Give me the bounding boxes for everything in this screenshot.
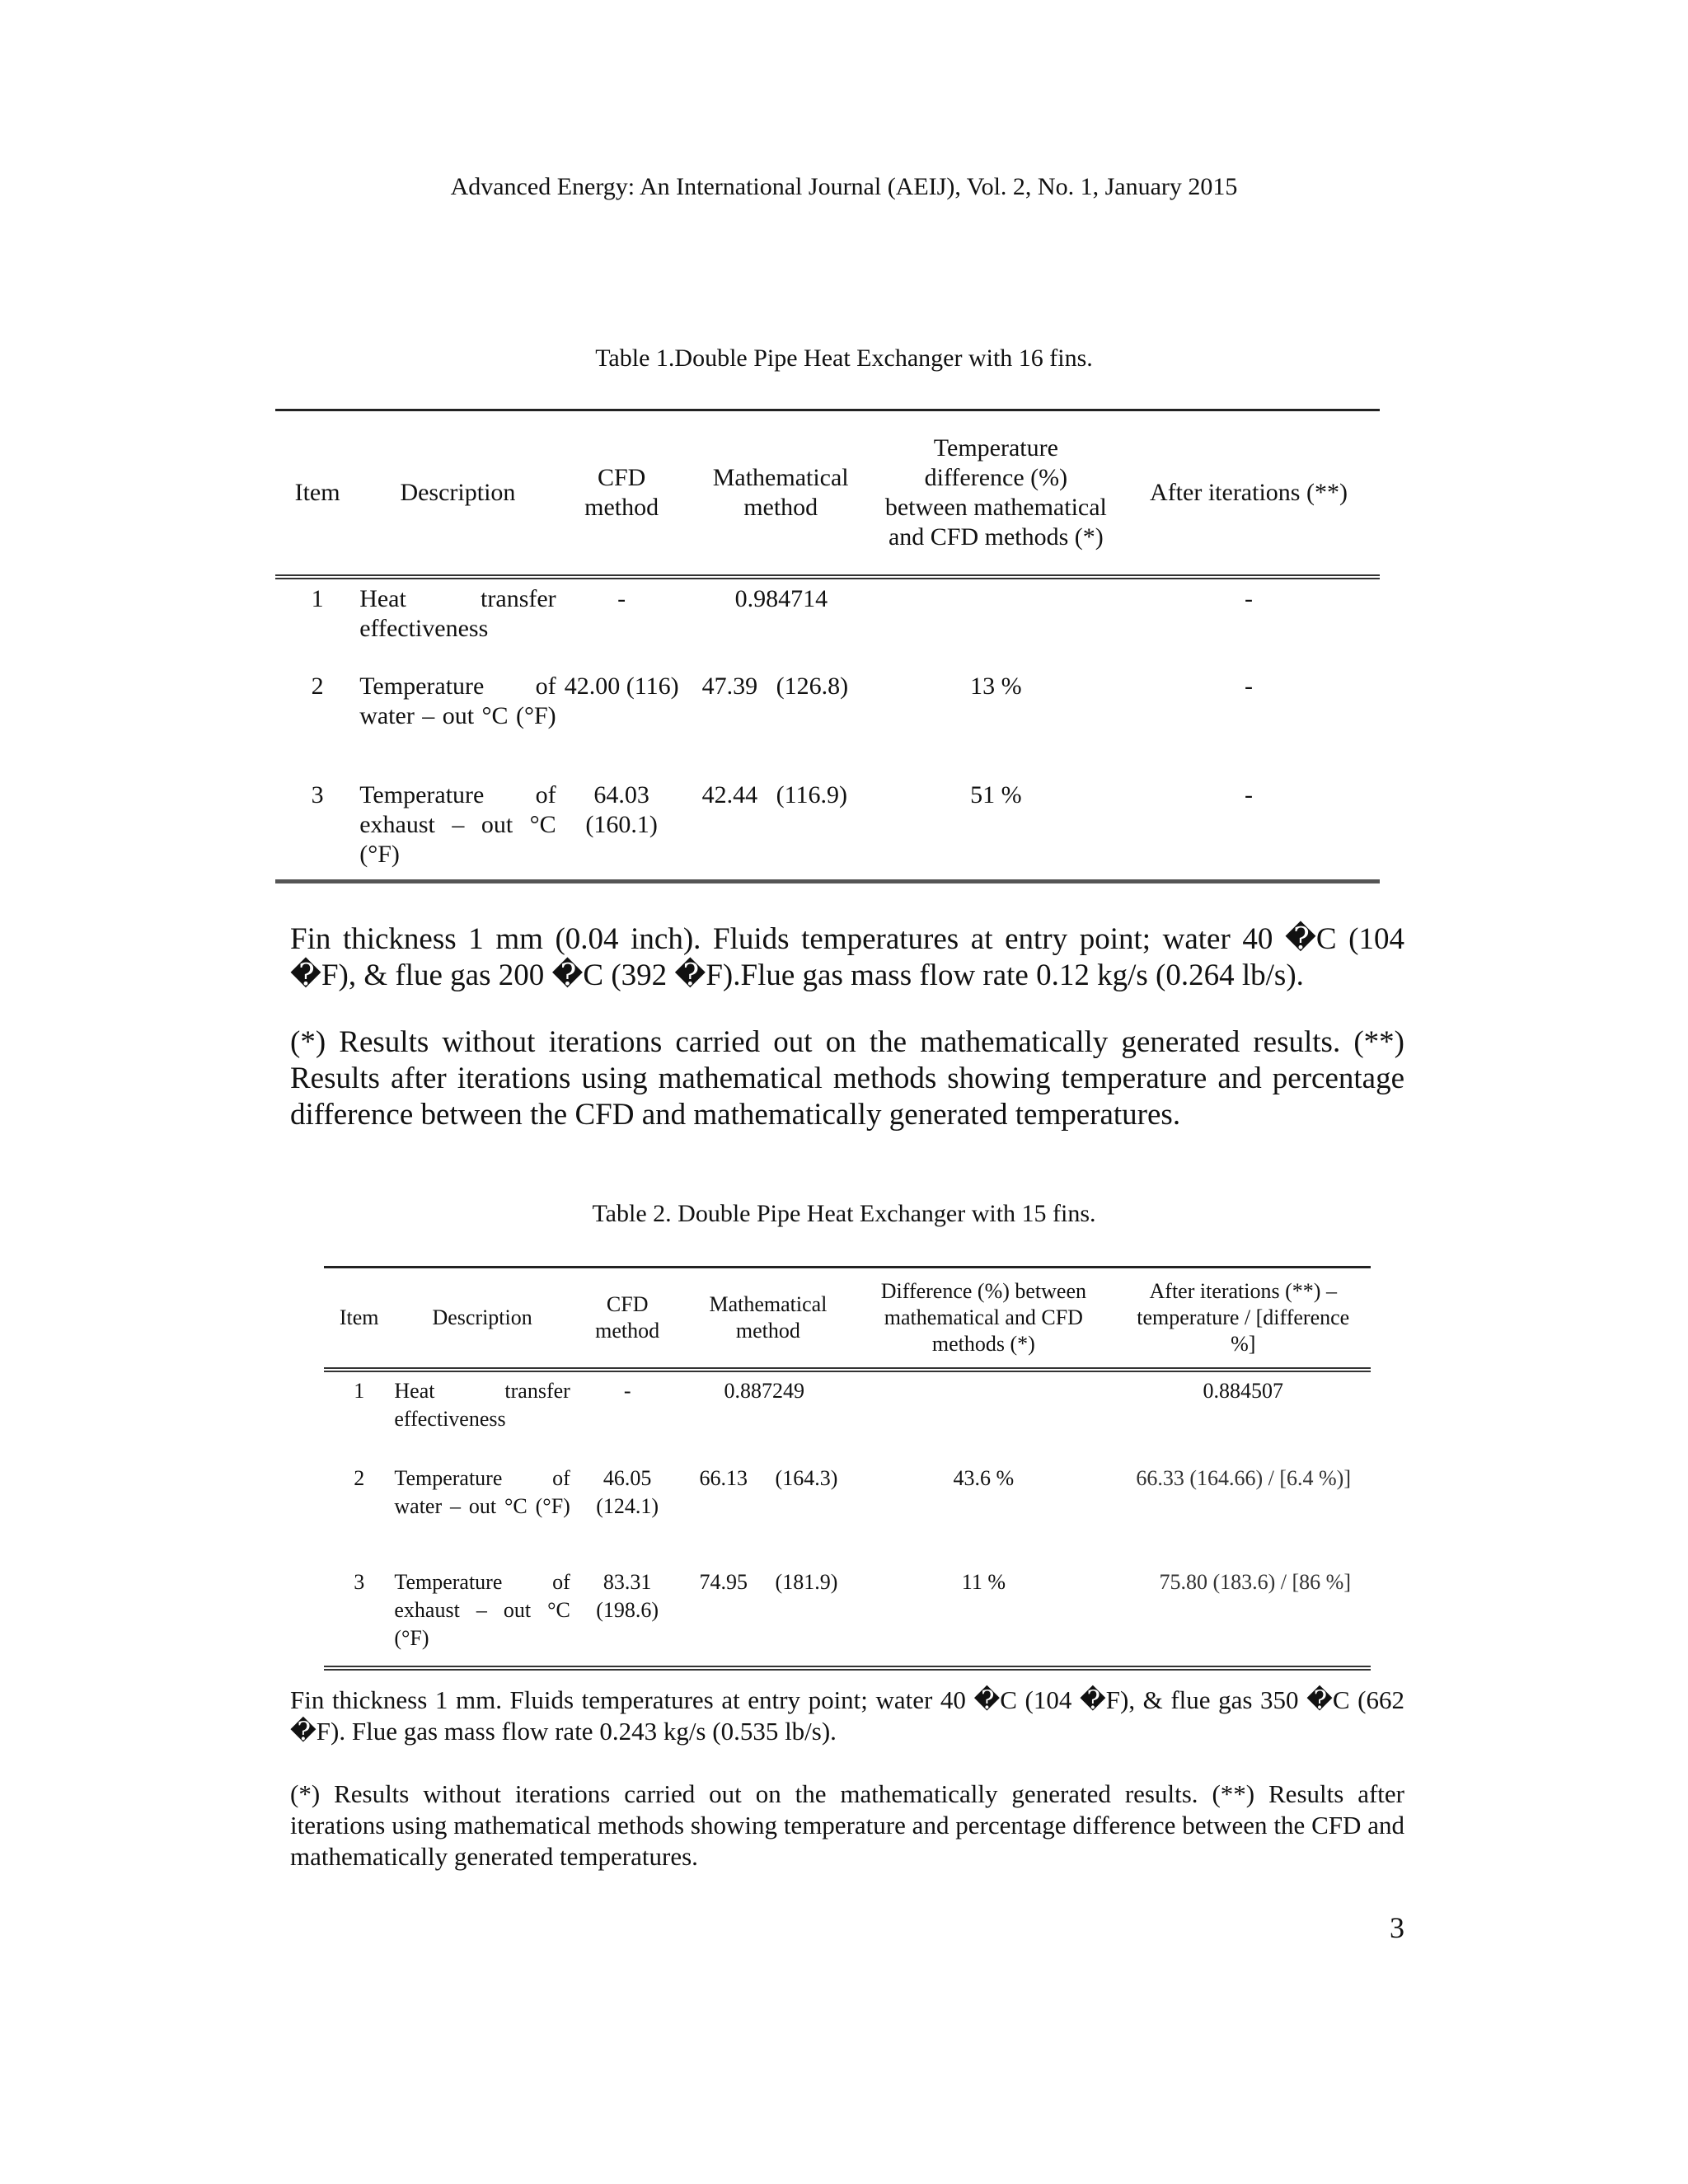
table1-caption: Table 1.Double Pipe Heat Exchanger with 16 fins. <box>595 344 1093 372</box>
math-cell <box>687 776 874 882</box>
diff-cell: 11 % <box>961 1570 1006 1594</box>
table2-note-conditions: Fin thickness 1 mm. Fluids temperatures at entry point; water 40 �C (104 �F), & flue gas 350 �C (662 �F). Flue gas mass flow rate 0.243 kg/s (0.535 lb/s). <box>290 1685 1404 1746</box>
after-cell: - <box>1245 673 1253 700</box>
math-value-f: (116.9) <box>776 781 848 808</box>
after-cell: 75.80 (183.6) / [86 %] <box>1159 1570 1351 1594</box>
table2-caption: Table 2. Double Pipe Heat Exchanger with 15 fins. <box>592 1200 1096 1227</box>
diff-cell: 51 % <box>970 781 1022 808</box>
after-cell: 66.33 (164.66) / [6.4 %)] <box>1136 1466 1351 1490</box>
table2-header-cfd: CFD method <box>595 1292 660 1343</box>
table-row <box>324 1460 1371 1563</box>
math-value-f: (181.9) <box>775 1570 838 1594</box>
table2-header-row <box>324 1268 1371 1371</box>
description-cell: Temperature of exhaust – out °C (°F) <box>394 1570 570 1650</box>
item-cell: 2 <box>311 673 324 700</box>
page-number: 3 <box>1390 1911 1404 1944</box>
table1-header-description: Description <box>400 479 516 506</box>
table1 <box>275 409 1380 883</box>
math-value: 0.984714 <box>734 585 828 612</box>
table2-note-footnote: (*) Results without iterations carried out on the mathematically generated results. (**) Results after iterations using mathematical methods showing temperature and percentage difference between the CFD and mathematically generated temperatures. <box>290 1779 1404 1871</box>
cfd-cell: 42.00 (116) <box>564 673 679 700</box>
cfd-cell: 83.31 (198.6) <box>596 1570 659 1622</box>
math-value: 0.887249 <box>724 1379 805 1403</box>
item-cell: 3 <box>354 1570 365 1594</box>
math-value: 74.95 <box>699 1570 748 1594</box>
math-cell <box>685 1370 852 1460</box>
table-row <box>324 1370 1371 1460</box>
cfd-cell: - <box>623 1379 631 1403</box>
cfd-cell: - <box>617 585 626 612</box>
description-cell: Heat transfer effectiveness <box>359 585 556 642</box>
description-cell: Heat transfer effectiveness <box>394 1379 570 1431</box>
math-value-f: (126.8) <box>776 673 849 700</box>
diff-cell: 13 % <box>970 673 1022 700</box>
diff-cell <box>851 1370 1115 1460</box>
table1-note-conditions: Fin thickness 1 mm (0.04 inch). Fluids temperatures at entry point; water 40 �C (104 �F), & flue gas 200 �C (392 �F).Flue gas mass flow rate 0.12 kg/s (0.264 lb/s). <box>290 922 1404 992</box>
table1-header-item: Item <box>294 479 340 506</box>
item-cell: 1 <box>354 1379 365 1403</box>
after-cell: - <box>1245 585 1253 612</box>
table2 <box>324 1266 1371 1671</box>
description-cell: Temperature of water – out °C (°F) <box>394 1466 570 1518</box>
diff-cell: 43.6 % <box>953 1466 1015 1490</box>
table1-header-row <box>275 410 1380 578</box>
table-row <box>324 1563 1371 1668</box>
table2-header-description: Description <box>432 1305 532 1329</box>
table1-header-math: Mathematical method <box>712 464 849 521</box>
table2-header-diff: Difference (%) between mathematical and CFD methods (*) <box>880 1279 1087 1356</box>
table1-header-diff: Temperature difference (%) between mathematical and CFD methods (*) <box>884 434 1107 551</box>
description-cell: Temperature of water – out °C (°F) <box>359 673 556 729</box>
table2-header-item: Item <box>339 1305 379 1329</box>
item-cell: 1 <box>311 585 324 612</box>
table-row <box>275 776 1380 882</box>
math-value: 42.44 <box>701 781 758 808</box>
item-cell: 2 <box>354 1466 365 1490</box>
table1-note-footnote: (*) Results without iterations carried out on the mathematically generated results. (**) Results after iterations using mathematical methods showing temperature and percentage difference between the CFD and mathematically generated temperatures. <box>290 1025 1404 1132</box>
math-cell <box>685 1563 852 1668</box>
description-cell: Temperature of exhaust – out °C (°F) <box>359 781 556 868</box>
math-cell <box>687 667 874 776</box>
math-value: 66.13 <box>699 1466 748 1490</box>
running-head: Advanced Energy: An International Journal (AEIJ), Vol. 2, No. 1, January 2015 <box>450 173 1238 200</box>
table2-header-math: Mathematical method <box>709 1292 828 1343</box>
after-cell: 0.884507 <box>1203 1379 1283 1403</box>
table-row <box>275 577 1380 667</box>
table1-header-cfd: CFD method <box>584 464 659 521</box>
table-row <box>275 667 1380 776</box>
math-value-f: (164.3) <box>775 1466 838 1490</box>
math-cell <box>685 1460 852 1563</box>
table2-header-after: After iterations (**) – temperature / [difference %] <box>1137 1279 1350 1356</box>
cfd-cell: 46.05 (124.1) <box>596 1466 659 1518</box>
diff-cell <box>874 577 1118 667</box>
math-value: 47.39 <box>701 673 758 700</box>
cfd-cell: 64.03 (160.1) <box>585 781 658 838</box>
math-cell <box>687 577 874 667</box>
item-cell: 3 <box>311 781 324 808</box>
after-cell: - <box>1245 781 1253 808</box>
table1-header-after: After iterations (**) <box>1150 479 1348 506</box>
